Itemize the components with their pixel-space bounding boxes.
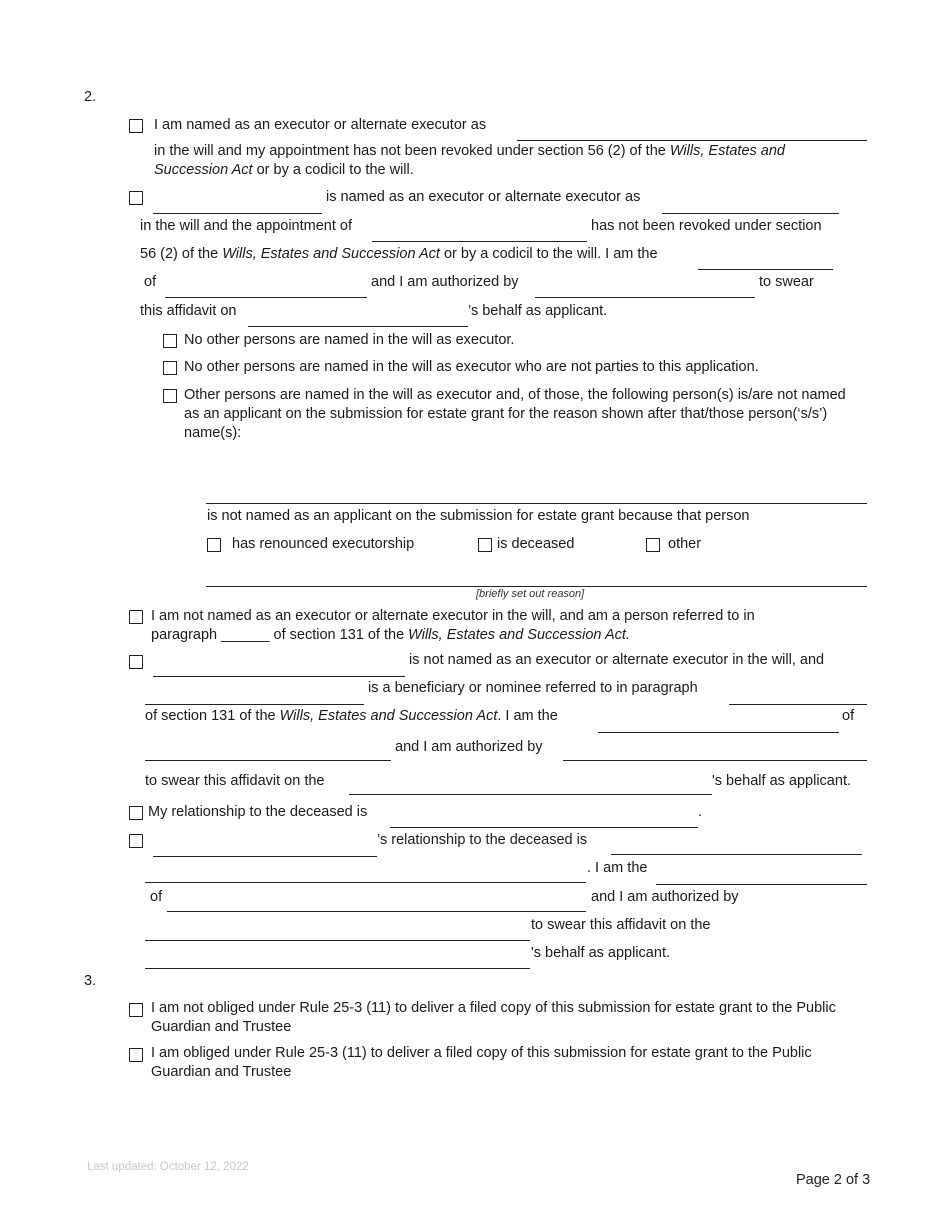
opt4-line4: and I am authorized by (395, 739, 543, 755)
of-field-2[interactable] (145, 760, 391, 761)
obliged-text: I am obliged under Rule 25-3 (11) to deliver a filed copy of this submission for estate grant to the Public Guardian and Trustee (151, 1045, 812, 1080)
of-field[interactable] (165, 297, 367, 298)
authorized-by-field-2[interactable] (563, 760, 867, 761)
opt5-period: . (698, 804, 703, 820)
of-field-3[interactable] (167, 911, 586, 912)
opt6-line5: 's behalf as applicant. (531, 945, 670, 961)
authorized-by-field[interactable] (535, 297, 755, 298)
opt6-line3: and I am authorized by (591, 889, 739, 905)
opt2-line5b: ’s behalf as applicant. (468, 303, 608, 319)
person-name-field[interactable] (153, 676, 405, 677)
other-reason-checkbox[interactable] (646, 538, 660, 552)
my-relationship-checkbox[interactable] (129, 806, 143, 820)
opt3-line1: I am not named as an executor or alternate executor in the will, and am a person referred to in (151, 608, 755, 624)
opt1-line2: in the will and my appointment has not been revoked under section 56 (2) of the Wills, Estates and (154, 143, 785, 159)
i-am-the-field-2[interactable] (598, 732, 839, 733)
section-3-number: 3. (84, 973, 97, 989)
page-number: Page 2 of 3 (796, 1172, 871, 1188)
opt2-line2b: has not been revoked under section (591, 218, 822, 234)
deceased-checkbox[interactable] (478, 538, 492, 552)
appointment-of-field[interactable] (372, 241, 587, 242)
not-obliged-checkbox[interactable] (129, 1003, 143, 1017)
opt2-line4a: of (144, 274, 157, 290)
opt1-line1: I am named as an executor or alternate executor as (154, 117, 487, 133)
i-am-the-field[interactable] (698, 269, 833, 270)
reason-hint: [briefly set out reason] (476, 588, 585, 600)
executor-named-checkbox[interactable] (129, 119, 143, 133)
opt4-line2: is a beneficiary or nominee referred to in paragraph (368, 680, 698, 696)
beneficiary-name-field[interactable] (145, 704, 364, 705)
section-2-number: 2. (84, 89, 97, 105)
opt4-line5b: 's behalf as applicant. (712, 773, 851, 789)
opt2-line4c: to swear (759, 274, 814, 290)
sub-a-text: No other persons are named in the will as executor. (184, 332, 515, 348)
executor-name-field[interactable] (153, 213, 322, 214)
opt4-line5a: to swear this affidavit on the (145, 773, 325, 789)
executor-as-field[interactable] (517, 140, 867, 141)
sub-b-text: No other persons are named in the will as executor who are not parties to this application. (184, 359, 759, 375)
person-names-field[interactable] (206, 503, 867, 504)
renounced-checkbox[interactable] (207, 538, 221, 552)
paragraph-field[interactable] (729, 704, 867, 705)
other-person-field[interactable] (153, 856, 377, 857)
opt2-line4b: and I am authorized by (371, 274, 519, 290)
no-other-nonparty-executors-checkbox[interactable] (163, 361, 177, 375)
opt2-line1: is named as an executor or alternate executor as (326, 189, 641, 205)
affidavit-on-field-3[interactable] (145, 968, 530, 969)
opt6-line4: to swear this affidavit on the (531, 917, 711, 933)
opt6-line2: . I am the (587, 860, 648, 876)
opt1-line3: Succession Act or by a codicil to the will. (154, 162, 414, 178)
opt6-of: of (150, 889, 163, 905)
i-am-the-field-3[interactable] (656, 884, 867, 885)
reason-line: is not named as an applicant on the submission for estate grant because that person (207, 508, 750, 524)
opt4-line1: is not named as an executor or alternate executor in the will, and (409, 652, 825, 668)
no-other-executors-checkbox[interactable] (163, 334, 177, 348)
other-relationship-checkbox[interactable] (129, 834, 143, 848)
opt4-of: of (842, 708, 855, 724)
opt6-line1: ’s relationship to the deceased is (377, 832, 588, 848)
relationship-field-2[interactable] (611, 854, 862, 855)
other-executor-checkbox[interactable] (129, 191, 143, 205)
not-named-self-checkbox[interactable] (129, 610, 143, 624)
opt4-line3: of section 131 of the Wills, Estates and Succession Act. I am the (145, 708, 558, 724)
sub-c-text: Other persons are named in the will as executor and, of those, the following person(s) is/are not named as an applicant on the submission for estate grant for the reason shown after that/those person(‘s/s’) name(s): (184, 387, 846, 441)
not-obliged-text: I am not obliged under Rule 25-3 (11) to deliver a filed copy of this submission for estate grant to the Public Guardian and Trustee (151, 1000, 836, 1035)
last-updated: Last updated: October 12, 2022 (87, 1161, 249, 1173)
renounced-label: has renounced executorship (232, 536, 415, 552)
affidavit-on-field-2[interactable] (349, 794, 712, 795)
opt2-line2a: in the will and the appointment of (140, 218, 352, 234)
opt3-line2: paragraph ______ of section 131 of the Wills, Estates and Succession Act. (151, 627, 630, 643)
opt2-line5a: this affidavit on (140, 303, 237, 319)
opt2-line3: 56 (2) of the Wills, Estates and Succession Act or by a codicil to the will. I am the (140, 246, 658, 262)
not-named-other-checkbox[interactable] (129, 655, 143, 669)
opt5-text: My relationship to the deceased is (148, 804, 368, 820)
executor-as-field-2[interactable] (662, 213, 839, 214)
obliged-checkbox[interactable] (129, 1048, 143, 1062)
authorized-by-field-3[interactable] (145, 940, 530, 941)
relationship-cont-field[interactable] (145, 882, 586, 883)
affidavit-on-field[interactable] (248, 326, 468, 327)
other-label: other (668, 536, 702, 552)
other-executors-checkbox[interactable] (163, 389, 177, 403)
relationship-field[interactable] (390, 827, 698, 828)
deceased-label: is deceased (497, 536, 575, 552)
